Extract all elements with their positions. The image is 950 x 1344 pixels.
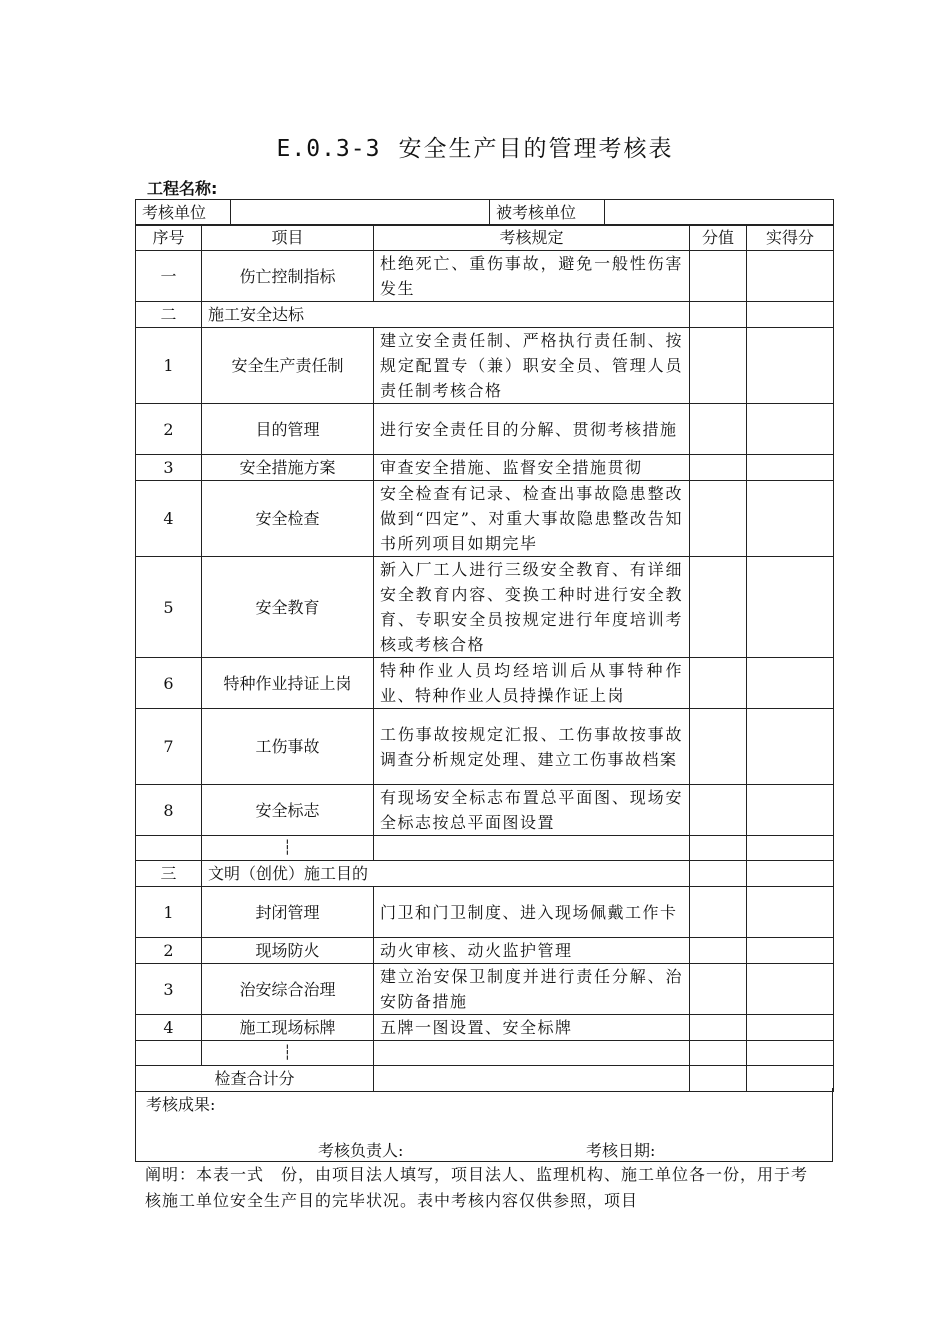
target-unit-label: 被考核单位 — [490, 200, 605, 226]
actual-score-cell[interactable] — [747, 251, 834, 302]
row-number: 6 — [136, 658, 202, 709]
unit-value-field[interactable] — [231, 200, 490, 226]
date-label: 考核日期: — [586, 1141, 656, 1160]
score-cell[interactable] — [690, 404, 747, 455]
score-cell[interactable] — [690, 557, 747, 658]
score-cell[interactable] — [690, 302, 747, 328]
rule-text: 杜绝死亡、重伤事故，避免一般性伤害发生 — [374, 251, 690, 302]
row-number: 三 — [136, 861, 202, 887]
row-number: 8 — [136, 785, 202, 836]
actual-score-cell[interactable] — [747, 404, 834, 455]
section-title: 施工安全达标 — [202, 302, 690, 328]
table-row — [136, 251, 834, 302]
project-name-label: 工程名称: — [147, 179, 218, 198]
title-code: E.0.3-3 — [276, 136, 381, 162]
row-number: 7 — [136, 709, 202, 785]
item-name: 安全检查 — [202, 481, 374, 557]
actual-score-cell[interactable] — [747, 785, 834, 836]
item-name: 安全标志 — [202, 785, 374, 836]
assessment-table — [135, 224, 834, 1092]
table-row — [136, 1041, 834, 1066]
score-cell[interactable] — [690, 251, 747, 302]
actual-score-cell[interactable] — [747, 861, 834, 887]
score-cell[interactable] — [690, 861, 747, 887]
rule-text — [374, 836, 690, 861]
item-name: 封闭管理 — [202, 887, 374, 938]
actual-score-cell[interactable] — [747, 302, 834, 328]
rule-text: 新入厂工人进行三级安全教育、有详细安全教育内容、变换工种时进行安全教育、专职安全员按规定进行年度培训考核或考核合格 — [374, 557, 690, 658]
score-cell[interactable] — [690, 328, 747, 404]
table-row — [136, 1015, 834, 1041]
row-number: 2 — [136, 404, 202, 455]
item-name: ┆ — [202, 1041, 374, 1066]
table-row — [136, 481, 834, 557]
score-cell[interactable] — [690, 1041, 747, 1066]
actual-score-cell[interactable] — [747, 836, 834, 861]
table-row — [136, 861, 834, 887]
row-number — [136, 836, 202, 861]
score-cell[interactable] — [690, 1015, 747, 1041]
row-number: 1 — [136, 328, 202, 404]
table-row — [136, 964, 834, 1015]
rule-text: 特种作业人员均经培训后从事特种作业、特种作业人员持操作证上岗 — [374, 658, 690, 709]
responsible-label: 考核负责人: — [318, 1141, 404, 1160]
row-number: 3 — [136, 455, 202, 481]
note-text: 阐明：本表一式 份，由项目法人填写，项目法人、监理机构、施工单位各一份，用于考核施工单位安全生产目的完毕状况。表中考核内容仅供参照，项目 — [145, 1165, 809, 1210]
col-header-item: 项目 — [202, 225, 374, 251]
actual-score-cell[interactable] — [747, 557, 834, 658]
item-name: 施工现场标牌 — [202, 1015, 374, 1041]
rule-text: 五牌一图设置、安全标牌 — [374, 1015, 690, 1041]
col-header-no: 序号 — [136, 225, 202, 251]
item-name: ┆ — [202, 836, 374, 861]
rule-text: 有现场安全标志布置总平面图、现场安全标志按总平面图设置 — [374, 785, 690, 836]
actual-score-cell[interactable] — [747, 455, 834, 481]
actual-score-cell[interactable] — [747, 709, 834, 785]
rule-text: 建立治安保卫制度并进行责任分解、治安防备措施 — [374, 964, 690, 1015]
result-section — [135, 1088, 833, 1162]
table-row — [136, 836, 834, 861]
rule-text: 建立安全责任制、严格执行责任制、按规定配置专（兼）职安全员、管理人员责任制考核合格 — [374, 328, 690, 404]
item-name: 治安综合治理 — [202, 964, 374, 1015]
table-row — [136, 328, 834, 404]
actual-score-cell[interactable] — [747, 964, 834, 1015]
table-row — [136, 709, 834, 785]
row-number: 4 — [136, 481, 202, 557]
actual-score-cell[interactable] — [747, 887, 834, 938]
section-title: 文明（创优）施工目的 — [202, 861, 690, 887]
total-label: 检查合计分 — [136, 1066, 374, 1092]
row-number: 4 — [136, 1015, 202, 1041]
title-name: 安全生产目的管理考核表 — [398, 136, 674, 162]
rule-text: 工伤事故按规定汇报、工伤事故按事故调查分析规定处理、建立工伤事故档案 — [374, 709, 690, 785]
actual-score-cell[interactable] — [747, 1015, 834, 1041]
row-number: 二 — [136, 302, 202, 328]
item-name: 目的管理 — [202, 404, 374, 455]
assessment-table-body — [136, 225, 834, 1092]
item-name: 特种作业持证上岗 — [202, 658, 374, 709]
table-row — [136, 658, 834, 709]
score-cell[interactable] — [690, 709, 747, 785]
col-header-actual: 实得分 — [747, 225, 834, 251]
item-name: 安全生产责任制 — [202, 328, 374, 404]
actual-score-cell[interactable] — [747, 938, 834, 964]
score-cell[interactable] — [690, 964, 747, 1015]
row-number: 1 — [136, 887, 202, 938]
target-unit-value-field[interactable] — [605, 200, 834, 226]
score-cell[interactable] — [690, 887, 747, 938]
row-number — [136, 1041, 202, 1066]
actual-score-cell[interactable] — [747, 1041, 834, 1066]
rule-text: 进行安全责任目的分解、贯彻考核措施 — [374, 404, 690, 455]
result-label: 考核成果: — [146, 1095, 216, 1114]
score-cell[interactable] — [690, 658, 747, 709]
table-row — [136, 938, 834, 964]
item-name: 安全教育 — [202, 557, 374, 658]
item-name: 工伤事故 — [202, 709, 374, 785]
actual-score-cell[interactable] — [747, 328, 834, 404]
rule-text — [374, 1041, 690, 1066]
row-number: 5 — [136, 557, 202, 658]
score-cell[interactable] — [690, 481, 747, 557]
score-cell[interactable] — [690, 938, 747, 964]
table-row — [136, 302, 834, 328]
row-number: 2 — [136, 938, 202, 964]
rule-text: 审查安全措施、监督安全措施贯彻 — [374, 455, 690, 481]
rule-text: 动火审核、动火监护管理 — [374, 938, 690, 964]
header-table — [135, 199, 834, 226]
col-header-rule: 考核规定 — [374, 225, 690, 251]
col-header-score: 分值 — [690, 225, 747, 251]
table-row — [136, 455, 834, 481]
rule-text: 安全检查有记录、检查出事故隐患整改做到“四定”、对重大事故隐患整改告知书所列项目如期完毕 — [374, 481, 690, 557]
actual-score-cell[interactable] — [747, 658, 834, 709]
table-row — [136, 404, 834, 455]
table-row — [136, 785, 834, 836]
item-name: 伤亡控制指标 — [202, 251, 374, 302]
document-title — [0, 130, 950, 163]
row-number: 一 — [136, 251, 202, 302]
row-number: 3 — [136, 964, 202, 1015]
column-header-row — [136, 225, 834, 251]
item-name: 安全措施方案 — [202, 455, 374, 481]
unit-label: 考核单位 — [136, 200, 231, 226]
score-cell[interactable] — [690, 455, 747, 481]
table-row — [136, 887, 834, 938]
header-row — [136, 200, 834, 226]
score-cell[interactable] — [690, 836, 747, 861]
score-cell[interactable] — [690, 785, 747, 836]
item-name: 现场防火 — [202, 938, 374, 964]
rule-text: 门卫和门卫制度、进入现场佩戴工作卡 — [374, 887, 690, 938]
actual-score-cell[interactable] — [747, 481, 834, 557]
table-row — [136, 557, 834, 658]
